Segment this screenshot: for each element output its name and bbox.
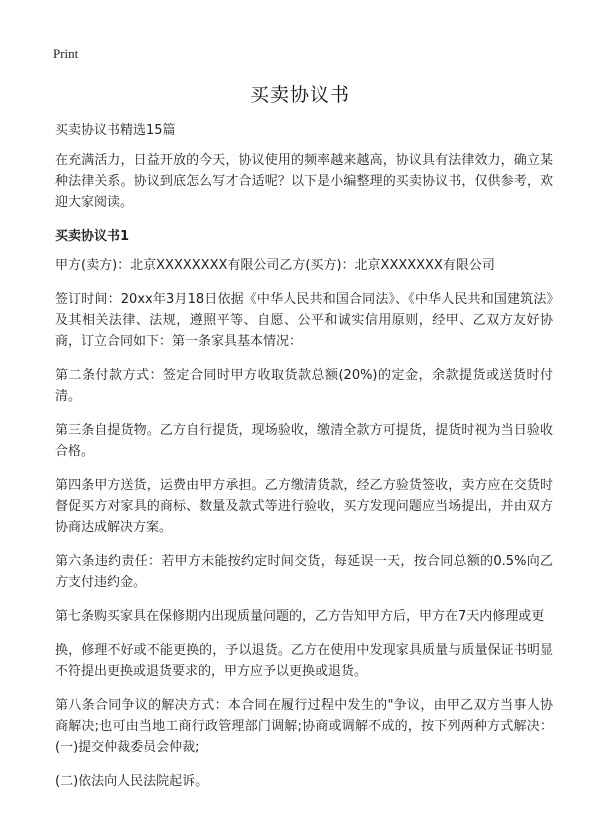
document-subtitle: 买卖协议书精选15篇 [55, 123, 176, 138]
delivery-clause: 第四条甲方送货，运费由甲方承担。乙方缴清货款，经乙方验货签收，卖方应在交货时督促买方对家具的商标、数量及款式等进行验收，买方发现问题应当场提出，并由双方协商达成解决方案。 [55, 478, 553, 535]
section-heading: 买卖协议书1 [55, 229, 130, 244]
intro-paragraph: 在充满活力，日益开放的今天，协议使用的频率越来越高，协议具有法律效力，确立某种法律关系。协议到底怎么写才合适呢？以下是小编整理的买卖协议书，仅供参考，欢迎大家阅读。 [55, 153, 553, 210]
dispute-clause: 第八条合同争议的解决方式：本合同在履行过程中发生的"争议，由甲乙双方当事人协商解决;也可由当地工商行政管理部门调解;协商或调解不成的，按下列两种方式解决：(一)提交仲裁委员会仲裁; [55, 698, 553, 755]
document-title: 买卖协议书 [249, 84, 350, 106]
print-label: Print [53, 46, 79, 61]
liability-clause: 第六条违约责任：若甲方未能按约定时间交货，每延误一天，按合同总额的0.5%向乙方支付违约金。 [55, 554, 553, 590]
payment-clause: 第二条付款方式：签定合同时甲方收取货款总额(20%)的定金，余款提货或送货时付清。 [55, 368, 553, 404]
signing-paragraph: 签订时间：20xx年3月18日依据《中华人民共和国合同法》、《中华人民共和国建筑法》及其相关法律、法规，遵照平等、自愿、公平和诚实信用原则，经甲、乙双方友好协商，订立合同如下：第一条家具基本情况： [55, 292, 553, 349]
document-body [55, 120, 553, 805]
pickup-clause: 第三条自提货物。乙方自行提货，现场验收，缴清全款方可提货，提货时视为当日验收合格。 [55, 423, 553, 459]
parties-paragraph: 甲方(卖方)：北京XXXXXXXX有限公司乙方(买方)：北京XXXXXXX有限公司 [55, 258, 495, 273]
warranty-clause: 第七条购买家具在保修期内出现质量问题的，乙方告知甲方后，甲方在7天内修理或更 [55, 609, 545, 624]
court-option: (二)依法向人民法院起诉。 [55, 774, 209, 789]
warranty-clause-continued: 换，修理不好或不能更换的，予以退货。乙方在使用中发现家具质量与质量保证书明显不符提出更换或退货要求的，甲方应予以更换或退货。 [55, 643, 553, 679]
